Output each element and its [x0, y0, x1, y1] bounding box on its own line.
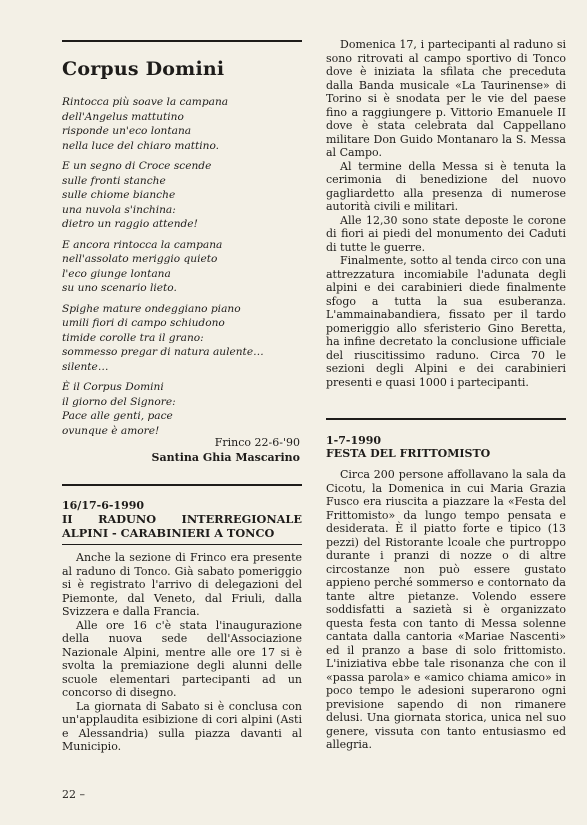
article-paragraph: Al termine della Messa si è tenuta la cerimonia di benedizione del nuovo gagliardetto alla presenza di numerose autorità civili e militari.	[326, 159, 566, 213]
article-title: ALPINI - CARABINIERI A TONCO	[62, 526, 275, 540]
poem-stanza	[62, 95, 302, 153]
article-paragraph: Circa 200 persone affollavano la sala da Cicotu, la Domenica in cui Maria Grazia Fusco era riuscita a piazzare la «Festa del Frittomisto» da lungo tempo pensata e desiderata. È il piatto forte e tipico (13 pezzi) del Ristorante lcoale che purtroppo durante i pranzi di nozze o di altre circostanze non può essere gustato appieno perché sommerso e contornato da tante altre pietanze. Volendo essere soddisfatti a sazietà si è organizzato questa festa con tanto di Messa solenne cantata dalla cantoria «Mariae Nascenti» ed il pranzo a base di solo frittomisto. L'iniziativa ebbe tale risonanza che con il «passa parola» e «amico chiama amico» in poco tempo le adesioni superarono ogni previsione sapendo di non rimanere delusi. Una giornata storica, unica nel suo genere, vissuta con tanto entusiasmo ed allegria.	[326, 468, 566, 751]
article-paragraph: Alle 12,30 sono state deposte le corone di fiori ai piedi del monumento dei Caduti di tutte le guerre.	[326, 213, 566, 254]
section-divider-left	[62, 484, 302, 486]
article-raduno	[62, 499, 302, 754]
poem-stanza	[62, 302, 302, 375]
poem-line: silente…	[62, 360, 109, 373]
poem-signature-place: Frinco 22-6-'90	[214, 436, 300, 449]
poem-line: ovunque è amore!	[62, 424, 160, 437]
poem-line: dell'Angelus mattutino	[62, 110, 184, 123]
poem-line: sulle fronti stanche	[62, 174, 166, 187]
poem	[62, 95, 302, 444]
article-paragraph: Finalmente, sotto al tenda circo con una attrezzatura incomiabile l'adunata degli alpini e dei carabinieri diede finalmente sfogo a tutta la sua esuberanza. L'ammainabandiera, fissato per il tardo pomeriggio allo sferisterio Gino Beretta, ha infine decretato la conclusione ufficiale del riuscitissimo raduno. Circa 70 le sezioni degli Alpini e dei carabinieri presenti e quasi 1000 i partecipanti.	[326, 254, 566, 389]
article-title: FESTA DEL FRITTOMISTO	[326, 447, 491, 460]
poem-line: dietro un raggio attende!	[62, 218, 198, 230]
article-raduno-continued	[326, 38, 566, 389]
article-title-underline	[62, 544, 302, 545]
poem-line: Pace alle genti, pace	[62, 410, 173, 422]
article-body	[62, 551, 302, 754]
article-body	[326, 468, 566, 752]
poem-stanza	[62, 159, 302, 232]
poem-line: timide corolle tra il grano:	[62, 331, 204, 344]
poem-title: Corpus Domini	[62, 58, 225, 80]
top-rule-left	[62, 40, 302, 42]
poem-line: nella luce del chiaro mattino.	[62, 139, 220, 152]
poem-line: il giorno del Signore:	[62, 395, 176, 408]
poem-line: sommesso pregar di natura aulente…	[62, 346, 264, 358]
article-paragraph: La giornata di Sabato si è conclusa con un'applaudita esibizione di cori alpini (Asti e Alessandria) sulla piazza davanti al Municipio.	[62, 699, 302, 753]
poem-line: una nuvola s'inchina:	[62, 203, 176, 216]
article-paragraph: Anche la sezione di Frinco era presente al raduno di Tonco. Già sabato pomeriggio si è registrato l'arrivo di delegazioni del Piemonte, dal Veneto, dal Friuli, dalla Svizzera e dalla Francia.	[62, 551, 302, 618]
article-title: II RADUNO INTERREGIONALE	[62, 512, 302, 526]
poem-stanza	[62, 238, 302, 296]
poem-line: l'eco giunge lontana	[62, 267, 171, 280]
poem-line: sulle chiome bianche	[62, 189, 176, 201]
poem-stanza	[62, 380, 302, 438]
article-frittomisto	[326, 434, 566, 752]
article-date: 16/17-6-1990	[62, 499, 145, 512]
poem-line: umili fiori di campo schiudono	[62, 317, 225, 329]
poem-line: nell'assolato meriggio quieto	[62, 253, 218, 265]
poem-line: su uno scenario lieto.	[62, 282, 177, 294]
poem-signature-name: Santina Ghia Mascarino	[151, 451, 300, 464]
page-number: 22 –	[62, 788, 85, 801]
poem-line: È il Corpus Domini	[62, 381, 164, 393]
poem-line: risponde un'eco lontana	[62, 125, 192, 137]
article-date: 1-7-1990	[326, 434, 382, 447]
poem-line: Rintocca più soave la campana	[62, 96, 229, 108]
section-divider-right	[326, 418, 566, 420]
poem-line: E un segno di Croce scende	[62, 160, 212, 172]
poem-line: E ancora rintocca la campana	[62, 238, 223, 251]
poem-line: Spighe mature ondeggiano piano	[62, 302, 241, 315]
article-paragraph: Alle ore 16 c'è stata l'inaugurazione della nuova sede dell'Associazione Nazionale Alpini, mentre alle ore 17 si è svolta la premiazione degli alunni delle scuole elementari partecipanti ad un concorso di disegno.	[62, 618, 302, 699]
article-paragraph: Domenica 17, i partecipanti al raduno si sono ritrovati al campo sportivo di Tonco dove è iniziata la sfilata che preceduta dalla Banda musicale «La Taurinense» di Torino si è snodata per le vie del paese fino a raggiungere p. Vittorio Emanuele II dove è stata celebrata dal Cappellano militare Don Guido Montanaro la S. Messa al Campo.	[326, 38, 566, 159]
